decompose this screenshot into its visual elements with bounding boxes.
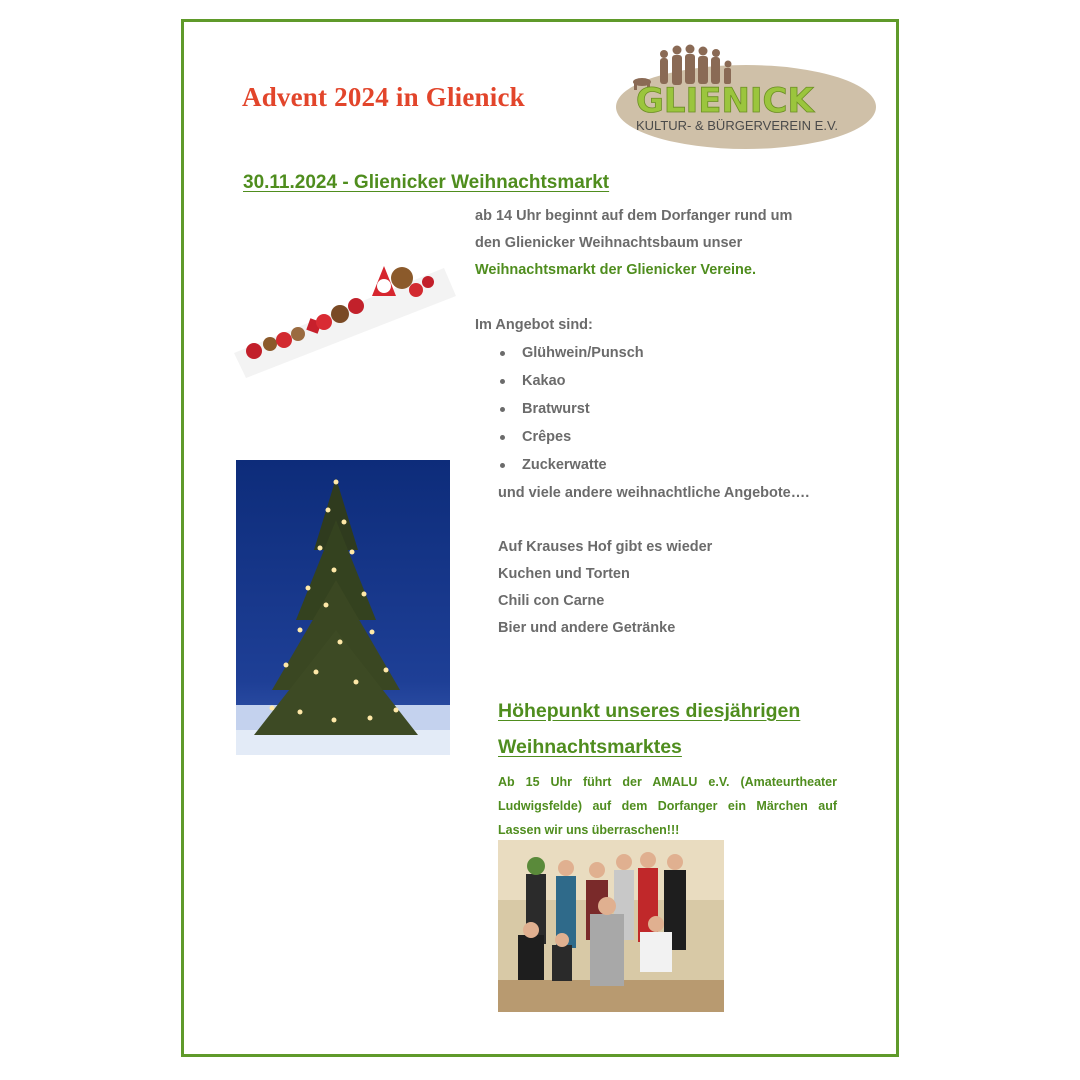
- bullet-icon: [500, 351, 505, 356]
- offer-item: Bratwurst: [522, 401, 590, 417]
- hof-line: Chili con Carne: [498, 593, 605, 609]
- offer-item: Kakao: [522, 373, 566, 389]
- bullet-icon: [500, 435, 505, 440]
- offer-item: Zuckerwatte: [522, 457, 607, 473]
- logo-main-text: GLIENICK: [636, 81, 814, 121]
- offer-item: Crêpes: [522, 429, 572, 445]
- logo-sub-text: KULTUR- & BÜRGERVEREIN E.V.: [636, 118, 839, 133]
- hof-line: Bier und andere Getränke: [498, 620, 676, 636]
- offer-item: Glühwein/Punsch: [522, 345, 644, 361]
- hof-line: Kuchen und Torten: [498, 566, 630, 582]
- ornaments-image: [232, 248, 458, 378]
- christmas-tree-photo: [236, 460, 450, 755]
- glienick-logo: [612, 42, 880, 152]
- section-heading: 30.11.2024 - Glienicker Weihnachtsmarkt: [243, 172, 610, 193]
- amalu-text: Ab 15 Uhr führt der AMALU e.V. (Amateurtheater Ludwigsfelde) auf dem Dorfanger ein Märchen auf Lassen wir uns überraschen!!!: [498, 775, 837, 837]
- intro-line-1: ab 14 Uhr beginnt auf dem Dorfanger rund um: [475, 208, 793, 224]
- theater-group-photo: [498, 840, 724, 1012]
- bullet-icon: [500, 379, 505, 384]
- intro-line-3: Weihnachtsmarkt der Glienicker Vereine.: [475, 262, 756, 278]
- bullet-icon: [500, 407, 505, 412]
- highlight-heading-line-1: Höhepunkt unseres diesjährigen: [498, 700, 801, 722]
- page-title: Advent 2024 in Glienick: [242, 82, 525, 112]
- offer-heading: Im Angebot sind:: [475, 317, 593, 333]
- offers-more: und viele andere weihnachtliche Angebote….: [498, 485, 810, 501]
- intro-line-2: den Glienicker Weihnachtsbaum unser: [475, 235, 743, 251]
- highlight-heading-line-2: Weihnachtsmarktes: [498, 736, 682, 758]
- hof-line: Auf Krauses Hof gibt es wieder: [498, 539, 713, 555]
- bullet-icon: [500, 463, 505, 468]
